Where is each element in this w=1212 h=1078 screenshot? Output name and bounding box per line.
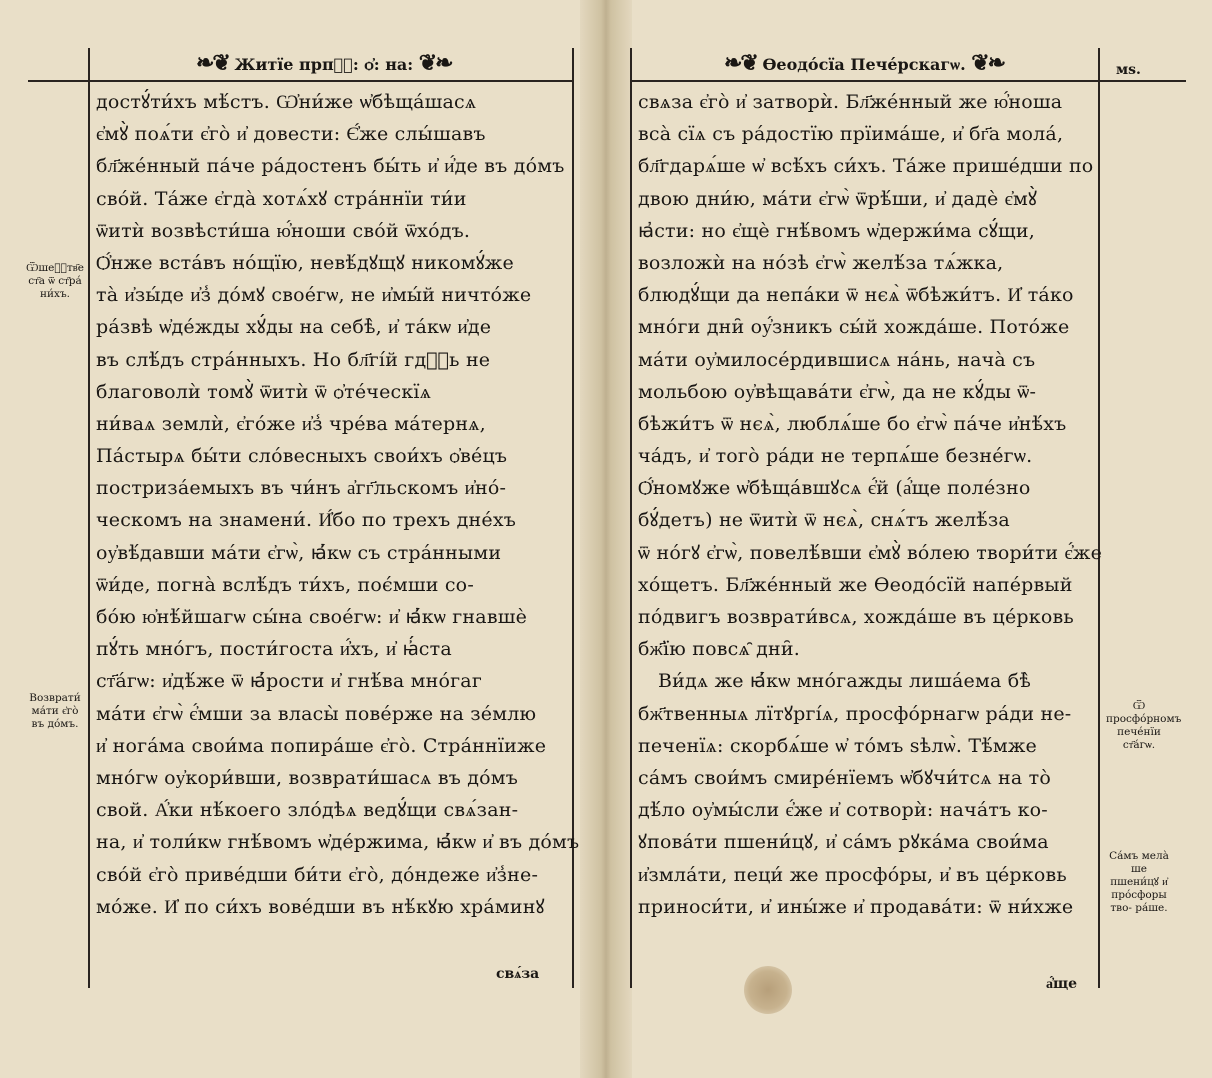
left-page-head-rule [28,80,574,82]
text-line: ꙋпова́ти пшени́цꙋ, и҆ са́мъ рꙋка́ма свои́ма [638,831,1049,854]
right-page-head-rule [630,80,1186,82]
text-line: блюдꙋ́щи да непа́ки ѿ нєѧ̀ ѿбѣжи́тъ. И҆ та́ко [638,284,1074,307]
text-line: по́двигъ возврати́всѧ, хожда́ше въ це́рковь [638,606,1074,628]
ornament-icon: ❧❦ [724,50,757,76]
text-line: двою дни́ю, ма́ти є҆гѡ̀ ѿрѣ́ши, и҆ дадѐ є҆мꙋ̀ [638,187,1038,210]
text-line: возложѝ на но́зѣ є҆гѡ̀ желѣ́за тѧ́жка, [638,251,1004,274]
text-line: приноси́ти, и҆ ины́же и҆ продава́ти: ѿ ни́хже [638,895,1074,918]
text-line: са́мъ свои́мъ смире́нїемъ ѡ҆бꙋчи́тсѧ на то̀ [638,766,1051,789]
text-line: бл҃же́нный па́че ра́достенъ бы́ть и҆ и҆́де въ до́мъ [96,155,565,178]
left-page-rule-inner [88,48,90,988]
ornament-icon: ❦❧ [971,50,1005,76]
right-margin-note-2: Са́мъ мела̀ ше пшени́цꙋ и҆ про́сфоры тво- ра́ше. [1109,850,1169,914]
text-line: постриза́емыхъ въ чи́нъ а҆гг҃льскомъ и҆но́- [96,477,507,500]
text-line: на, и҆ толи́кѡ гнѣ́вомъ ѡ҆де́ржима, ꙗ҆́кѡ и҆ въ до́мъ [96,831,580,854]
right-page [622,0,1212,1078]
text-line: є҆мꙋ̀ поѧ́ти є҆го̀ и҆ довести: Є҆́же слы́шавъ [96,123,486,146]
left-running-head [196,50,452,76]
text-line: мольбою оу҆вѣщава́ти є҆гѡ̀, да не кꙋ́ды ѿ- [638,380,1037,403]
text-line: бѣжи́тъ ѿ нєѧ̀, люблѧ́ше бо є҆гѡ̀ па́че и҆нѣ́хъ [638,412,1067,435]
left-text-block [96,86,580,923]
right-catchword: а҆́ще [1046,976,1078,992]
left-catchword: свѧ́за [496,966,540,982]
text-line: печенїѧ: скорбѧ́ше ѡ҆ то́мъ ѕѣлѡ̀. Тѣ́мже [638,734,1037,757]
ornament-icon: ❧❦ [196,50,229,76]
right-page-rule-inner [1098,48,1100,988]
text-line: ма́ти оу҆милосе́рдившисѧ на́нь, нача̀ съ [638,348,1036,371]
text-line: ѿитѝ возвѣсти́ша ю҆́ноши сво́й ѿхо́дъ. [96,219,471,242]
text-line: Ѻ҆́нже вста́въ но́щїю, невѣ́дꙋщꙋ никомꙋ́же [96,251,514,274]
text-line: и҆змла́ти, пеци́ же просфо́ры, и҆ въ це́рковь [638,863,1067,886]
text-line: хо́щетъ. Бл҃же́нный же Ѳеодо́сїй напе́рвый [638,573,1073,596]
text-line: оу҆вѣ́давши ма́ти є҆гѡ̀, ꙗ҆́кѡ съ стра́нными [96,541,502,564]
text-line: вса̀ сїѧ съ ра́достїю прїима́ше, и҆ бг҃а мола́, [638,123,1064,146]
text-line: бж҃твенныѧ лїтꙋргі́ѧ, просфо́рнагѡ ра́ди не- [638,702,1072,725]
paper-stain [744,966,792,1014]
text-line: сво́й є҆го̀ приве́дши би́ти є҆го̀, до́ндеже и҆з̾не- [96,863,539,886]
ornament-icon: ❦❧ [418,50,452,76]
text-line: пꙋ́ть мно́гъ, пости́госта и҆́хъ, и҆ ꙗ҆́ста [96,638,452,661]
right-margin-note-1: Ѿ просфо́рномъ пече́нїи ст҃а́гѡ. [1106,700,1182,751]
right-running-head [724,50,1004,76]
text-line: ческомъ на знамени́. И҆́бо по трехъ дне́хъ [96,509,517,532]
text-line: бж҃їю повсѧ̑ дни̑. [638,638,800,661]
text-line: и҆ нога́ма свои́ма попира́ше є҆го̀. Стра́ннїиже [96,734,547,757]
text-line: ни́ваѧ землѝ, є҆го́же и҆з̾ чре́ва ма́тернѧ, [96,412,486,435]
text-line: бл҃гдарѧ́ше ѡ҆ всѣ́хъ си́хъ. Та́же прише́дши по [638,155,1094,178]
text-line: дѣ́ло оу҆мы́сли є҆́же и҆ сотворѝ: нача́тъ ко- [638,799,1048,822]
text-line: мно́ги дни̑ оу҆́зникъ сы́й хожда́ше. Пото́же [638,316,1070,339]
left-margin-note-2: Возврати́ ма́ти є҆го̀ въ до́мъ. [29,692,81,730]
text-line: ст҃а́гѡ: и҆дѣ́же ѿ ꙗ҆́рости и҆ гнѣ́ва мно́гаг [96,670,482,693]
text-line: ѿи́де, погна̀ вслѣ́дъ ти́хъ, поє́мши со- [96,573,474,596]
text-line: свѧза є҆го̀ и҆ затворѝ. Бл҃же́нный же ю҆́ноша [638,91,1063,113]
text-line: въ слѣ́дъ стра́нныхъ. Но бл҃гі́й гдⷭ҇ь не [96,348,491,371]
text-line: ма́ти є҆гѡ̀ є҆́мши за власы̀ пове́рже на зе́млю [96,702,537,725]
text-line: бо́ю ю҆нѣ́йшагѡ сы́на свое́гѡ: и҆ ꙗ҆́кѡ гнавшѐ [96,606,528,628]
text-line: свой. А҆́ки нѣ́коего зло́дѣѧ ведꙋ́щи свѧ́зан- [96,799,519,822]
text-line: ра́звѣ ѡ҆де́жды хꙋ́ды на себѣ̀, и҆ та́кѡ и҆де [96,316,492,339]
text-line: достꙋ́ти́хъ мѣ́стъ. Ѡ҆ни́же ѡ҆бѣща́шасѧ [96,91,477,113]
text-line: Ѻ҆́номꙋже ѡ҆бѣща́вшꙋсѧ є҆́й (а҆́ще поле́зно [638,477,1031,500]
text-line: ѿ но́гꙋ є҆гѡ̀, повелѣ́вши є҆мꙋ̀ во́лею твори́ти є҆́же [638,541,1103,564]
folio-number: мѕ. [1116,62,1141,78]
text-line: Ви́дѧ же ꙗ҆́кѡ мно́гажды лиша́ема бѣ̀ [658,670,1032,693]
left-page [0,0,590,1078]
text-line: Па́стырѧ бы́ти сло́весныхъ свои́хъ ѻ҆ве́цъ [96,445,508,468]
left-margin-note-1: Ѿшеⷭ҇тв҃е ст҃а ѿ ст҃ра́ ни́хъ. [26,262,84,300]
text-line: ча́дъ, и҆ того̀ ра́ди не терпѧ́ше безне́гѡ. [638,445,1033,468]
text-line: мно́гѡ оу҆кори́вши, возврати́шасѧ въ до́мъ [96,766,519,789]
text-line: благоволѝ томꙋ̀ ѿитѝ ѿ ѻ҆те́ческїѧ [96,380,432,403]
text-line: бꙋ́детъ) не ѿитѝ ѿ нєѧ̀, снѧ́тъ желѣ́за [638,509,1010,532]
right-text-block [638,86,1103,923]
text-line: сво́й. Та́же є҆гда̀ хотѧ́хꙋ стра́ннїи ти́и [96,187,467,210]
right-page-rule-outer [630,48,632,988]
text-line: мо́же. И҆ по си́хъ вове́дши въ нѣ́кꙋю хра́минꙋ [96,895,545,918]
text-line: та̀ и҆зы́де и҆з̾ до́мꙋ свое́гѡ, не и҆мы́й ничто́же [96,284,532,307]
running-head-text: Житїе прпⷭ҇: ѻ҆: на: [234,55,414,74]
text-line: ꙗ҆сти: но є҆щѐ гнѣ́вомъ ѡ҆держи́ма сꙋ́щи, [638,219,1035,242]
running-head-text: Ѳеодо́сїа Пече́рскагѡ. [762,55,966,74]
